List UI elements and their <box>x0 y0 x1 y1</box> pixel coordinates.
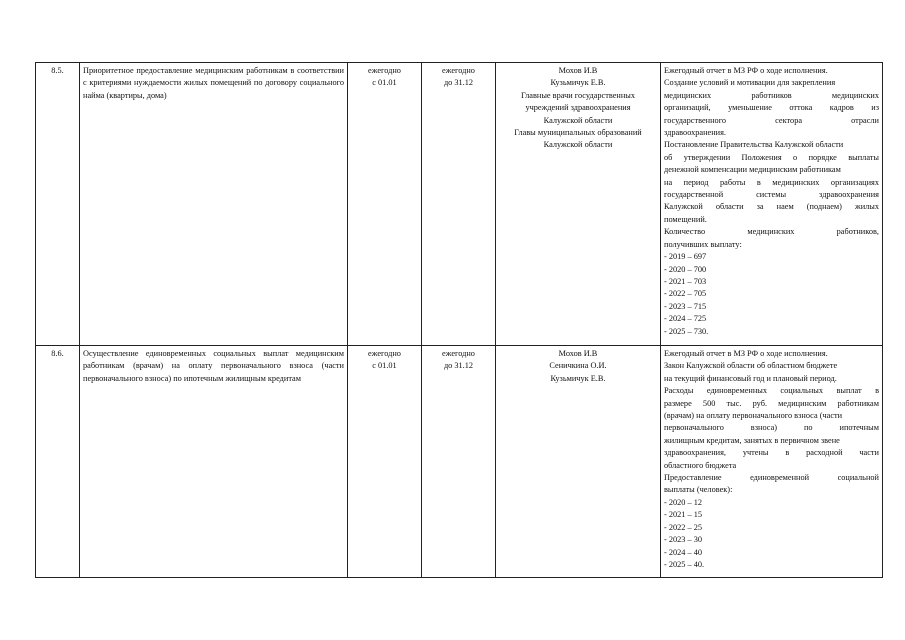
end-date: ежегодно до 31.12 <box>422 346 496 578</box>
measures-table <box>35 62 883 578</box>
expected-result: Ежегодный отчет в МЗ РФ о ходе исполнения. Создание условий и мотивации для закрепления медицинских работников медицинских организаций, уменьшение оттока кадров из государственного сектора отрасли здравоохранения. Постановление Правительства Калужской области об утверждении Положения о порядке выплаты денежной компенсации медицинским работникам на период работы в медицинских организациях государственной системы здравоохранения Калужской области за наем (поднаем) жилых помещений. Количество медицинских работников, получивших выплату: - 2019 – 697 - 2020 – 700 - 2021 – 703 - 2022 – 705 - 2023 – 715 - 2024 – 725 - 2025 – 730. <box>661 63 883 346</box>
row-number: 8.6. <box>36 346 80 578</box>
measure-description: Приоритетное предоставление медицинским работникам в соответствии с критериями нуждаемости жилых помещений по договору социального найма (квартиры, дома) <box>80 63 348 346</box>
responsible-persons: Мохов И.В Кузьмичук Е.В. Главные врачи государственных учреждений здравоохранения Калужской области Главы муниципальных образований Калужской области <box>496 63 661 346</box>
expected-result: Ежегодный отчет в МЗ РФ о ходе исполнения. Закон Калужской области об областном бюджете на текущий финансовый год и плановый период. Расходы единовременных социальных выплат в размере 500 тыс. руб. медицинским работникам (врачам) на оплату первоначального взноса (части первоначального взноса) по ипотечным жилищным кредитам, занятых в первичном звене здравоохранения, учтены в расходной части областного бюджета Предоставление единовременной социальной выплаты (человек): - 2020 – 12 - 2021 – 15 - 2022 – 25 - 2023 – 30 - 2024 – 40 - 2025 – 40. <box>661 346 883 578</box>
table-row <box>36 63 883 346</box>
start-date: ежегодно с 01.01 <box>348 346 422 578</box>
table-row <box>36 346 883 578</box>
start-date: ежегодно с 01.01 <box>348 63 422 346</box>
end-date: ежегодно до 31.12 <box>422 63 496 346</box>
measure-description: Осуществление единовременных социальных выплат медицинским работникам (врачам) на оплату первоначального взноса (части первоначального взноса) по ипотечным жилищным кредитам <box>80 346 348 578</box>
row-number: 8.5. <box>36 63 80 346</box>
responsible-persons: Мохов И.В Сеничкина О.И. Кузьмичук Е.В. <box>496 346 661 578</box>
